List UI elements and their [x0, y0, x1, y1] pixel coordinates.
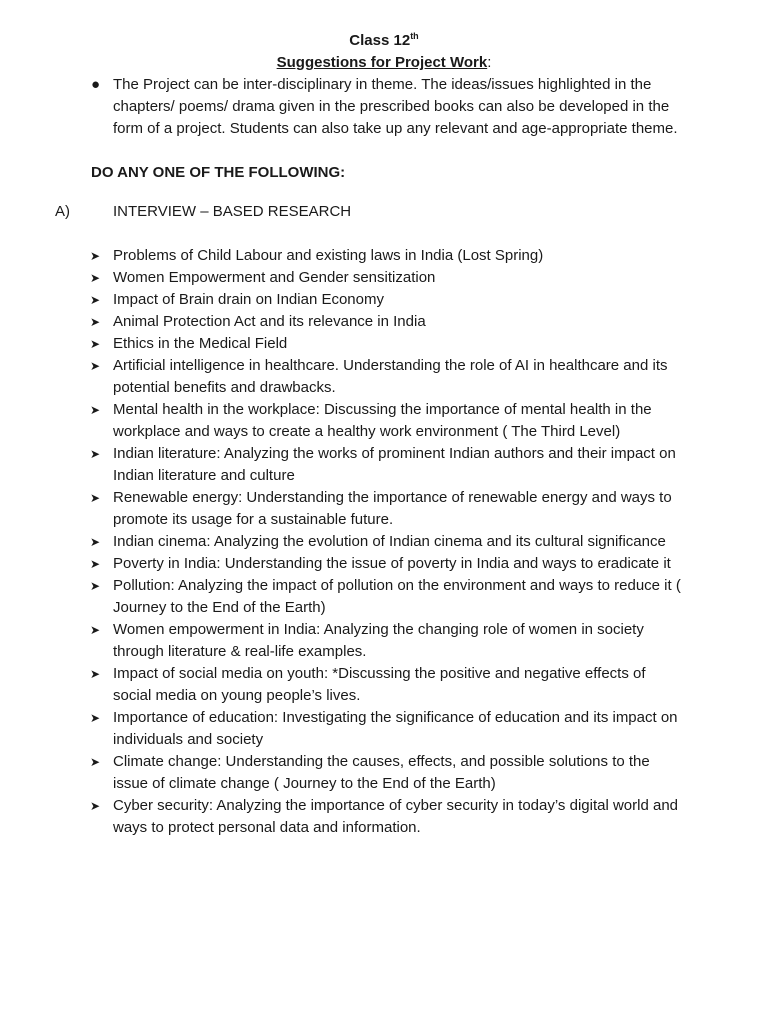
list-item-text: Women Empowerment and Gender sensitization: [113, 269, 436, 286]
arrow-bullet-icon: ➤: [90, 579, 101, 593]
section-title: INTERVIEW – BASED RESEARCH: [113, 203, 352, 220]
arrow-bullet-icon: ➤: [90, 315, 101, 329]
list-item: [90, 619, 683, 663]
list-item-text: Cyber security: Analyzing the importance of cyber security in today’s digital world and ways to protect personal data and information.: [113, 797, 678, 836]
list-item-text: Climate change: Understanding the causes, effects, and possible solutions to the issue of climate change ( Journey to the End of the Earth): [113, 753, 650, 792]
arrow-bullet-icon: ➤: [90, 667, 101, 681]
list-item: [90, 795, 683, 839]
class-title-text: Class 12: [349, 32, 411, 49]
spacer: [0, 140, 768, 162]
instruction-heading: DO ANY ONE OF THE FOLLOWING:: [91, 164, 346, 181]
list-item-text: Importance of education: Investigating the significance of education and its impact on individuals and society: [113, 709, 678, 748]
list-item: [90, 553, 683, 575]
class-title-superscript: th: [410, 31, 419, 41]
suggestions-title-colon: :: [487, 54, 492, 71]
list-item: [90, 267, 683, 289]
list-item: [90, 487, 683, 531]
list-item: [90, 289, 683, 311]
list-item-text: Mental health in the workplace: Discussing the importance of mental health in the workplace and ways to create a healthy work environment ( The Third Level): [113, 401, 652, 440]
list-item: [90, 707, 683, 751]
arrow-bullet-icon: ➤: [90, 557, 101, 571]
list-item: [90, 399, 683, 443]
list-item-text: Impact of social media on youth: *Discussing the positive and negative effects of social media on young people’s lives.: [113, 665, 646, 704]
arrow-bullet-icon: ➤: [90, 491, 101, 505]
arrow-bullet-icon: ➤: [90, 403, 101, 417]
list-item: [90, 663, 683, 707]
list-item-text: Renewable energy: Understanding the importance of renewable energy and ways to promote its usage for a sustainable future.: [113, 489, 672, 528]
list-item: [90, 443, 683, 487]
class-title: [0, 30, 768, 52]
arrow-bullet-icon: ➤: [90, 447, 101, 461]
arrow-bullet-icon: ➤: [90, 337, 101, 351]
section-letter: A): [55, 203, 70, 220]
list-item: [90, 575, 683, 619]
arrow-bullet-icon: ➤: [90, 535, 101, 549]
intro-text: The Project can be inter-disciplinary in theme. The ideas/issues highlighted in the chapters/ poems/ drama given in the prescribed books can also be developed in the form of a project. Students can also take up any relevant and age-appropriate theme.: [113, 76, 678, 137]
bullet-dot-icon: ●: [91, 76, 101, 93]
list-item-text: Indian literature: Analyzing the works of prominent Indian authors and their impact on Indian literature and culture: [113, 445, 676, 484]
arrow-bullet-icon: ➤: [90, 249, 101, 263]
suggestions-title: [0, 52, 768, 74]
list-item: [90, 751, 683, 795]
list-item-text: Artificial intelligence in healthcare. Understanding the role of AI in healthcare and its potential benefits and drawbacks.: [113, 357, 668, 396]
list-item-text: Pollution: Analyzing the impact of pollution on the environment and ways to reduce it ( Journey to the End of the Earth): [113, 577, 681, 616]
list-item: [90, 311, 683, 333]
list-item: [90, 355, 683, 399]
list-item-text: Impact of Brain drain on Indian Economy: [113, 291, 384, 308]
list-item-text: Ethics in the Medical Field: [113, 335, 288, 352]
document-page: [0, 30, 768, 839]
arrow-bullet-icon: ➤: [90, 623, 101, 637]
arrow-bullet-icon: ➤: [90, 799, 101, 813]
list-item: [90, 245, 683, 267]
list-item-text: Problems of Child Labour and existing laws in India (Lost Spring): [113, 247, 544, 264]
arrow-bullet-icon: ➤: [90, 293, 101, 307]
list-item: [90, 531, 683, 553]
arrow-bullet-icon: ➤: [90, 359, 101, 373]
topic-list: [0, 245, 768, 839]
intro-paragraph: [91, 74, 693, 140]
arrow-bullet-icon: ➤: [90, 271, 101, 285]
title-block: [0, 30, 768, 74]
list-item: [90, 333, 683, 355]
suggestions-title-text: Suggestions for Project Work: [276, 54, 488, 71]
arrow-bullet-icon: ➤: [90, 755, 101, 769]
list-item-text: Indian cinema: Analyzing the evolution of Indian cinema and its cultural significance: [113, 533, 666, 550]
list-item-text: Animal Protection Act and its relevance in India: [113, 313, 426, 330]
arrow-bullet-icon: ➤: [90, 711, 101, 725]
list-item-text: Poverty in India: Understanding the issue of poverty in India and ways to eradicate it: [113, 555, 671, 572]
list-item-text: Women empowerment in India: Analyzing the changing role of women in society through literature & real-life examples.: [113, 621, 644, 660]
section-heading: [55, 201, 768, 223]
